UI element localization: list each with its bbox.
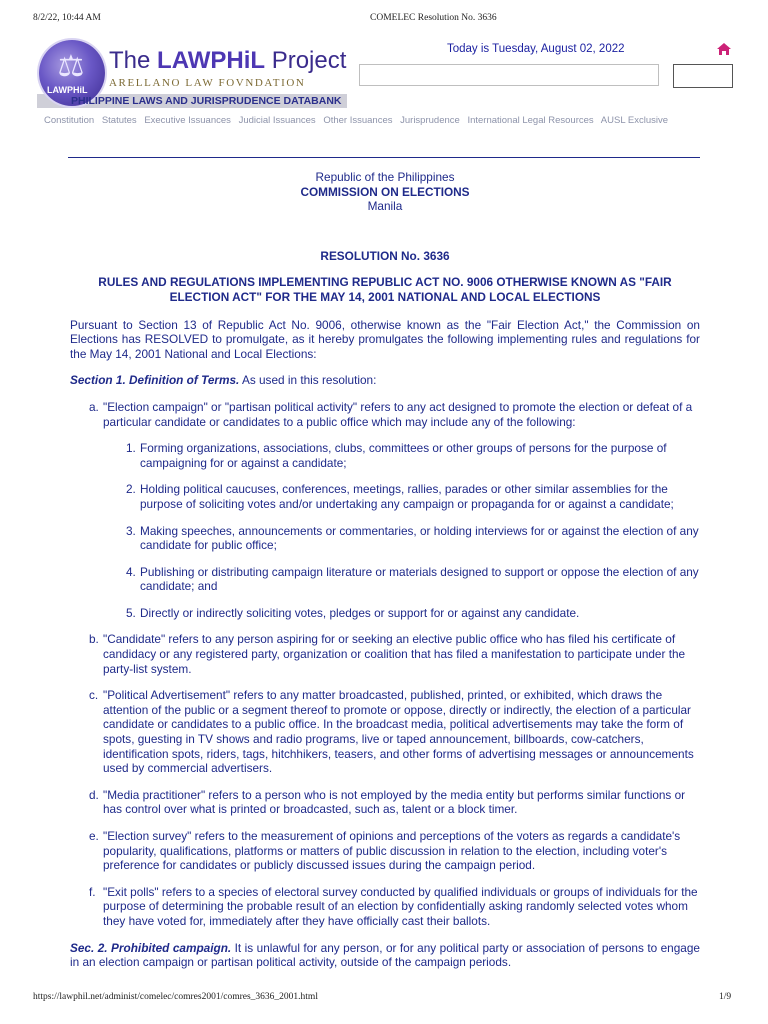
search-button[interactable] (673, 64, 733, 88)
print-page-number: 1/9 (719, 992, 732, 1002)
print-footer (0, 992, 768, 1006)
intro-paragraph: Pursuant to Section 13 of Republic Act No. 9006, otherwise known as the "Fair Election Act," the Commission on Elections has RESOLVED to promulgate, as it hereby promulgates the following implementing rules and regulations for the May 14, 2001 National and Local Elections: (70, 317, 700, 361)
resolution-title: RULES AND REGULATIONS IMPLEMENTING REPUBLIC ACT NO. 9006 OTHERWISE KNOWN AS "FAIR ELECTION ACT" FOR THE MAY 14, 2001 NATIONAL AND LOCAL ELECTIONS (98, 275, 672, 304)
nav-ausl-exclusive[interactable]: AUSL Exclusive (600, 115, 669, 126)
definition-text: "Election campaign" or "partisan political activity" refers to any act designed to promote the election or defeat of a particular candidate or candidates to a public office which may include any of the following: (103, 399, 693, 429)
definition-text: "Exit polls" refers to a species of electoral survey conducted by qualified individuals or groups of individuals for the purpose of determining the probable result of an election by confidentially asking randomly selected votes whom they have voted for, immediately after they have officially cast their ballots. (103, 884, 698, 928)
definition-text: "Political Advertisement" refers to any matter broadcasted, published, printed, or exhibited, which draws the attention of the public or a segment thereof to promote or oppose, directly or indirectly, the election of a particular candidate or candidates to a public office. In the broadcast media, political advertisements may take the form of spots, guesting in TV shows and radio programs, live or taped announcement, billboards, cow-catchers, identification spots, riders, tags, hitchhikers, teasers, and other forms of advertising messages or announcements used by commercial advertisers. (103, 688, 694, 776)
print-title: COMELEC Resolution No. 3636 (370, 13, 497, 23)
print-url: https://lawphil.net/administ/comelec/comres2001/comres_3636_2001.html (33, 992, 318, 1002)
list-item (89, 399, 700, 621)
main-nav (44, 115, 673, 126)
list-item (89, 688, 700, 776)
issuer-block (70, 170, 700, 214)
today-date: Today is Tuesday, August 02, 2022 (447, 43, 625, 55)
issuer-agency: COMMISSION ON ELECTIONS (300, 184, 470, 199)
header-divider (68, 157, 700, 158)
nav-jurisprudence[interactable]: Jurisprudence (400, 115, 460, 126)
campaign-acts-list (103, 441, 700, 620)
print-datetime: 8/2/22, 10:44 AM (33, 13, 101, 23)
list-marker: f. (89, 884, 96, 899)
list-item: 4. Publishing or distributing campaign literature or materials designed to support or oppose the election of any candidate; and (126, 564, 699, 594)
home-icon[interactable] (716, 42, 732, 56)
section-1-text: As used in this resolution: (239, 373, 377, 388)
site-tagline: PHILIPPINE LAWS AND JURISPRUDENCE DATABANK (71, 95, 342, 107)
list-item (89, 829, 700, 873)
issuer-country: Republic of the Philippines (315, 170, 455, 184)
definitions-list (70, 400, 700, 929)
section-2-heading: Sec. 2. Prohibited campaign. (70, 940, 232, 955)
definition-text: "Candidate" refers to any person aspiring for or seeking an elective public office who has filed his certificate of candidacy or any registered party, organization or coalition that has filed a manifestation to participate under the party-list system. (103, 632, 686, 676)
section-1 (70, 373, 700, 388)
section-1-heading: Section 1. Definition of Terms. (70, 373, 240, 388)
nav-international-legal-resources[interactable]: International Legal Resources (467, 115, 594, 126)
list-marker: b. (89, 632, 99, 647)
list-marker: d. (89, 787, 99, 802)
list-item (89, 632, 700, 676)
list-item (89, 787, 700, 817)
document-body (70, 167, 700, 970)
list-marker: a. (89, 399, 99, 414)
site-title: The LAWPHiL Project (109, 47, 347, 74)
nav-statutes[interactable]: Statutes (101, 115, 137, 126)
nav-other-issuances[interactable]: Other Issuances (323, 115, 393, 126)
list-item: 3. Making speeches, announcements or commentaries, or holding interviews for or against the election of any candidate for public office; (126, 523, 699, 553)
scales-of-justice-icon: ⚖ (57, 49, 85, 84)
print-header (0, 13, 768, 27)
list-item: 5. Directly or indirectly soliciting votes, pledges or support for or against any candidate. (126, 605, 580, 620)
list-item (89, 884, 700, 929)
list-marker: c. (89, 688, 99, 703)
list-item: 2. Holding political caucuses, conferences, meetings, rallies, parades or other similar assemblies for the purpose of soliciting votes and/or undertaking any campaign or propaganda for or against a candidate; (126, 482, 674, 511)
site-logo[interactable] (37, 37, 357, 111)
site-org: ARELLANO LAW FOVNDATION (109, 77, 306, 89)
nav-judicial-issuances[interactable]: Judicial Issuances (238, 115, 316, 126)
section-2 (70, 941, 700, 970)
definition-text: "Media practitioner" refers to a person who is not employed by the media entity but performs similar functions or has control over what is printed or broadcasted, such as, talent or a block timer. (103, 787, 686, 817)
nav-constitution[interactable]: Constitution (44, 115, 95, 126)
search-input[interactable] (359, 64, 659, 86)
resolution-number: RESOLUTION No. 3636 (320, 248, 450, 263)
definition-text: "Election survey" refers to the measurement of opinions and perceptions of the voters as regards a candidate's popularity, qualifications, platforms or matters of public discussion in relation to the election, including voter's preference for candidates or publicly discussed issues during the campaign period. (103, 829, 681, 873)
list-item: 1. Forming organizations, associations, clubs, committees or other groups of persons for the purpose of campaigning for or against a candidate; (126, 441, 667, 470)
list-marker: e. (89, 829, 99, 843)
nav-executive-issuances[interactable]: Executive Issuances (144, 115, 231, 126)
section-2-text: It is unlawful for any person, or for any political party or association of persons to engage in an election campaign or partisan political activity, outside of the campaign periods. (70, 940, 700, 970)
issuer-city: Manila (367, 199, 403, 214)
logo-badge: LAWPHiL (47, 85, 88, 95)
